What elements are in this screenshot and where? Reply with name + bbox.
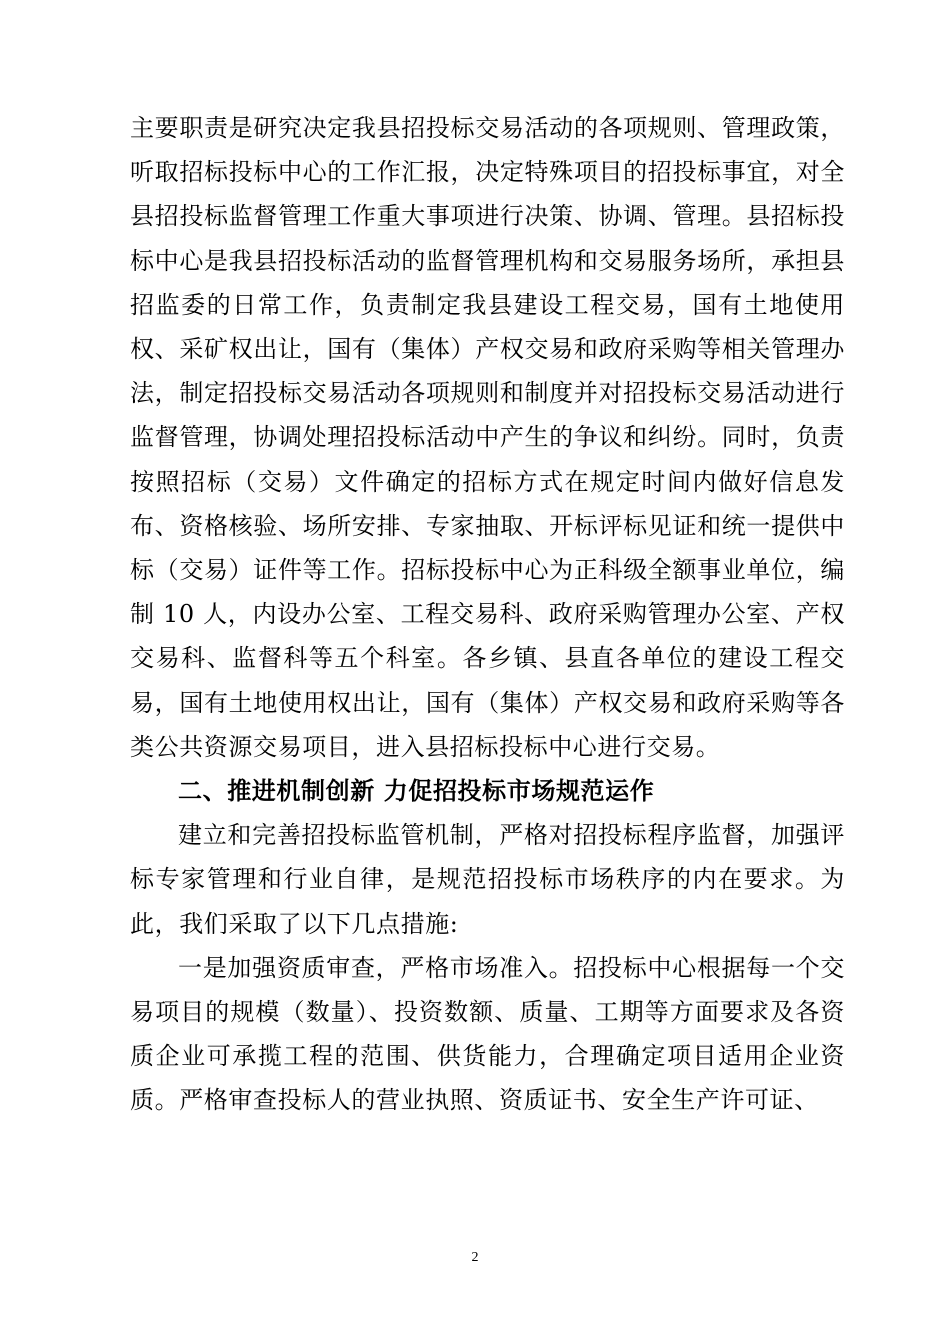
paragraph-lead-text: 一是加强资质审查，严格市场准入。 bbox=[178, 953, 574, 982]
body-paragraph-qualification bbox=[130, 946, 845, 1123]
body-paragraph-responsibilities: 主要职责是研究决定我县招投标交易活动的各项规则、管理政策，听取招标投标中心的工作汇报，决定特殊项目的招投标事宜，对全县招投标监督管理工作重大事项进行决策、协调、管理。县招标投标中心是我县招投标活动的监督管理机构和交易服务场所，承担县招监委的日常工作，负责制定我县建设工程交易，国有土地使用权、采矿权出让，国有（集体）产权交易和政府采购等相关管理办法，制定招投标交易活动各项规则和制度并对招投标交易活动进行监督管理，协调处理招投标活动中产生的争议和纠纷。同时，负责按照招标（交易）文件确定的招标方式在规定时间内做好信息发布、资格核验、场所安排、专家抽取、开标评标见证和统一提供中标（交易）证件等工作。招标投标中心为正科级全额事业单位，编制 10 人，内设办公室、工程交易科、政府采购管理办公室、产权交易科、监督科等五个科室。各乡镇、县直各单位的建设工程交易，国有土地使用权出让，国有（集体）产权交易和政府采购等各类公共资源交易项目，进入县招标投标中心进行交易。 bbox=[130, 114, 845, 761]
paragraph-body-text: 招投标中心根据每一个交易项目的规模（数量）、投资数额、质量、工期等方面要求及各资质企业可承揽工程的范围、供货能力，合理确定项目适用企业资质。严格审查投标人的营业执照、资质证书、安全生产许可证、 bbox=[130, 953, 845, 1115]
body-paragraph-supervision: 建立和完善招投标监管机制，严格对招投标程序监督，加强评标专家管理和行业自律，是规范招投标市场秩序的内在要求。为此，我们采取了以下几点措施: bbox=[130, 821, 845, 938]
section-heading: 二、推进机制创新 力促招投标市场规范运作 bbox=[178, 777, 655, 806]
page-number: 2 bbox=[471, 1250, 479, 1265]
document-body bbox=[130, 106, 845, 1123]
